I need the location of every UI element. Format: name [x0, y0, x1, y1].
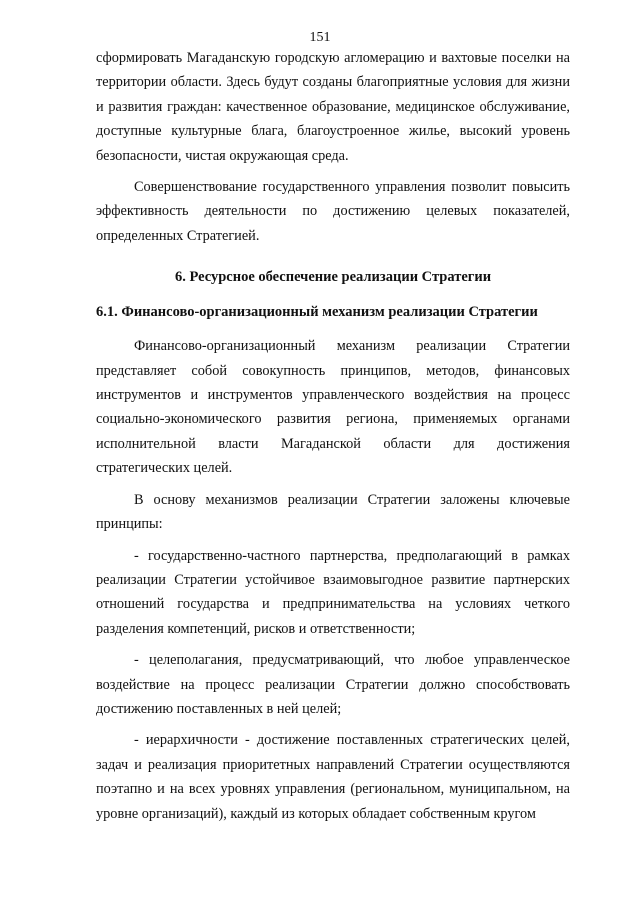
- list-item: - государственно-частного партнерства, предполагающий в рамках реализации Стратегии устойчивое взаимовыгодное развитие партнерских отношений государства и предпринимательства на условиях четкого разделения компетенций, рисков и ответственности;: [96, 547, 570, 637]
- subsection-heading: 6.1. Финансово-организационный механизм реализации Стратегии: [96, 304, 538, 321]
- page-number: 151: [309, 30, 331, 45]
- paragraph: В основу механизмов реализации Стратегии заложены ключевые принципы:: [96, 491, 570, 533]
- paragraph: сформировать Магаданскую городскую агломерацию и вахтовые поселки на территории области. Здесь будут созданы благоприятные условия для жизни и развития граждан: качественное образование, медицинское обслуживание, доступные культурные блага, благоустроенное жилье, высокий уровень безопасности, чистая окружающая среда.: [96, 50, 570, 164]
- list-item: - иерархичности - достижение поставленных стратегических целей, задач и реализация приоритетных направлений Стратегии осуществляются поэтапно и на всех уровнях управления (региональном, муниципальном, на уровне организаций), каждый из которых обладает собственным кругом: [96, 732, 570, 822]
- list-item: - целеполагания, предусматривающий, что любое управленческое воздействие на процесс реализации Стратегии должно способствовать достижению поставленных в ней целей;: [96, 652, 570, 717]
- paragraph: Совершенствование государственного управления позволит повысить эффективность деятельности по достижению целевых показателей, определенных Стратегией.: [96, 179, 570, 244]
- section-heading: 6. Ресурсное обеспечение реализации Стратегии: [174, 269, 492, 286]
- document-body: [96, 46, 570, 826]
- paragraph: Финансово-организационный механизм реализации Стратегии представляет собой совокупность принципов, методов, финансовых инструментов и инструментов управленческого воздействия на процесс социально-экономического развития региона, применяемых органами исполнительной власти Магаданской области для достижения стратегических целей.: [96, 338, 570, 477]
